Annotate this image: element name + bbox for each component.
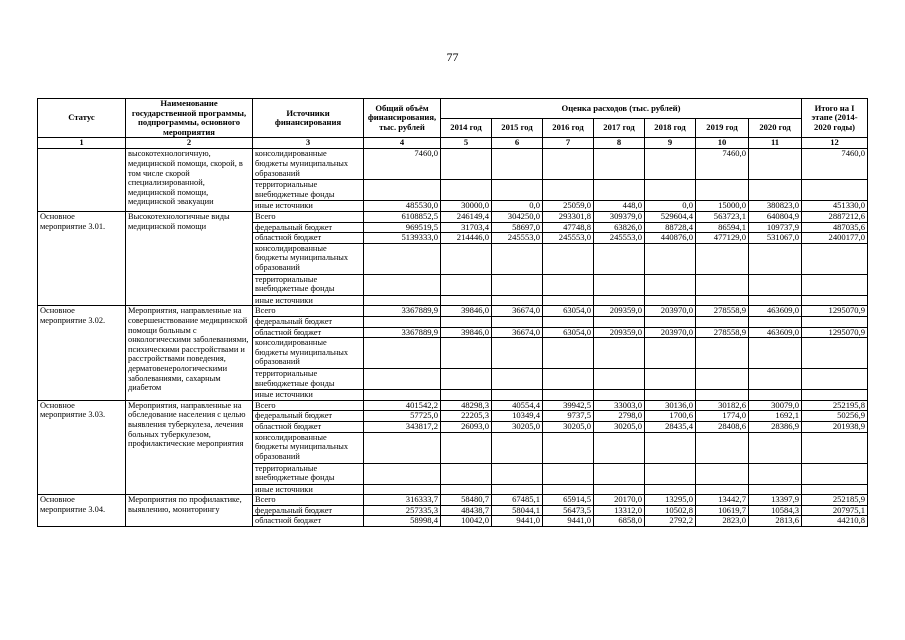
cell-year-value: 67485,1 <box>492 495 543 506</box>
cell-year-value: 1700,6 <box>645 411 696 422</box>
cell-year-value <box>492 295 543 306</box>
column-number: 3 <box>253 138 364 149</box>
cell-year-value: 640804,9 <box>749 211 802 222</box>
row-source: иные источники <box>253 390 364 401</box>
table-row <box>38 149 868 180</box>
cell-year-value: 40554,4 <box>492 400 543 411</box>
cell-total: 5139333,0 <box>364 233 441 244</box>
cell-year-value: 109737,9 <box>749 222 802 233</box>
row-source: Всего <box>253 495 364 506</box>
budget-table <box>37 98 868 527</box>
page-number: 77 <box>446 50 459 64</box>
cell-year-value: 28435,4 <box>645 421 696 432</box>
cell-year-value: 22205,3 <box>441 411 492 422</box>
row-status: Основное мероприятие 3.04. <box>38 495 126 527</box>
cell-stage-total: 1295070,9 <box>802 306 868 317</box>
cell-stage-total: 487035,6 <box>802 222 868 233</box>
cell-year-value <box>441 463 492 484</box>
cell-year-value: 36674,0 <box>492 306 543 317</box>
cell-stage-total <box>802 295 868 306</box>
row-source: областной бюджет <box>253 516 364 527</box>
cell-year-value: 28386,9 <box>749 421 802 432</box>
column-number-row <box>38 138 868 149</box>
cell-year-value <box>594 243 645 274</box>
cell-total: 6108852,5 <box>364 211 441 222</box>
cell-year-value: 58044,1 <box>492 505 543 516</box>
cell-year-value: 20170,0 <box>594 495 645 506</box>
cell-year-value <box>645 274 696 295</box>
cell-year-value <box>441 432 492 463</box>
cell-year-value <box>696 484 749 495</box>
cell-year-value: 47748,8 <box>543 222 594 233</box>
cell-year-value <box>594 432 645 463</box>
header-year: 2017 год <box>594 118 645 138</box>
cell-year-value: 13295,0 <box>645 495 696 506</box>
cell-year-value <box>594 390 645 401</box>
cell-year-value: 39942,5 <box>543 400 594 411</box>
cell-total <box>364 316 441 327</box>
row-source: консолидированные бюджеты муниципальных образований <box>253 243 364 274</box>
cell-year-value <box>492 243 543 274</box>
cell-total: 3367889,9 <box>364 327 441 338</box>
cell-year-value: 2798,0 <box>594 411 645 422</box>
cell-year-value: 209359,0 <box>594 327 645 338</box>
cell-year-value <box>645 463 696 484</box>
cell-total <box>364 432 441 463</box>
column-number: 12 <box>802 138 868 149</box>
cell-year-value <box>749 338 802 369</box>
cell-year-value <box>441 149 492 180</box>
cell-year-value: 1692,1 <box>749 411 802 422</box>
cell-year-value: 203970,0 <box>645 327 696 338</box>
cell-year-value <box>441 274 492 295</box>
cell-year-value <box>492 316 543 327</box>
cell-total <box>364 295 441 306</box>
cell-year-value <box>441 295 492 306</box>
column-number: 9 <box>645 138 696 149</box>
cell-year-value: 278558,9 <box>696 306 749 317</box>
cell-year-value: 39846,0 <box>441 306 492 317</box>
row-status: Основное мероприятие 3.02. <box>38 306 126 400</box>
cell-year-value <box>696 432 749 463</box>
row-source: территориальные внебюджетные фонды <box>253 463 364 484</box>
cell-total <box>364 390 441 401</box>
cell-year-value: 13442,7 <box>696 495 749 506</box>
row-name: Мероприятия по профилактике, выявлению, мониторингу <box>126 495 253 527</box>
column-number: 10 <box>696 138 749 149</box>
cell-year-value: 30205,0 <box>543 421 594 432</box>
cell-stage-total <box>802 432 868 463</box>
table-row <box>38 495 868 506</box>
cell-year-value: 65914,5 <box>543 495 594 506</box>
column-number: 5 <box>441 138 492 149</box>
cell-year-value <box>594 484 645 495</box>
cell-year-value <box>441 316 492 327</box>
cell-year-value <box>543 316 594 327</box>
row-source: консолидированные бюджеты муниципальных образований <box>253 432 364 463</box>
cell-stage-total: 2400177,0 <box>802 233 868 244</box>
cell-year-value: 214446,0 <box>441 233 492 244</box>
cell-year-value <box>645 432 696 463</box>
cell-total: 257335,3 <box>364 505 441 516</box>
cell-stage-total <box>802 316 868 327</box>
cell-year-value <box>543 463 594 484</box>
cell-year-value <box>492 338 543 369</box>
cell-year-value <box>492 463 543 484</box>
cell-stage-total: 44210,8 <box>802 516 868 527</box>
cell-total: 401542,2 <box>364 400 441 411</box>
cell-year-value: 9441,0 <box>492 516 543 527</box>
cell-year-value: 245553,0 <box>543 233 594 244</box>
cell-year-value: 48438,7 <box>441 505 492 516</box>
cell-year-value <box>492 390 543 401</box>
cell-total: 343817,2 <box>364 421 441 432</box>
header-status: Статус <box>38 99 126 138</box>
cell-year-value: 58697,0 <box>492 222 543 233</box>
cell-year-value: 245553,0 <box>594 233 645 244</box>
cell-total <box>364 369 441 390</box>
cell-year-value: 63054,0 <box>543 327 594 338</box>
cell-year-value: 56473,5 <box>543 505 594 516</box>
cell-year-value <box>492 484 543 495</box>
cell-year-value <box>696 274 749 295</box>
cell-total: 58998,4 <box>364 516 441 527</box>
cell-year-value: 10502,8 <box>645 505 696 516</box>
cell-stage-total <box>802 180 868 201</box>
cell-year-value <box>749 180 802 201</box>
cell-year-value <box>441 243 492 274</box>
cell-year-value <box>696 180 749 201</box>
cell-year-value <box>492 274 543 295</box>
cell-year-value <box>441 369 492 390</box>
cell-year-value <box>594 180 645 201</box>
cell-year-value <box>749 432 802 463</box>
cell-year-value <box>645 243 696 274</box>
cell-stage-total: 252185,9 <box>802 495 868 506</box>
column-number: 4 <box>364 138 441 149</box>
row-name: Высокотехнологичные виды медицинской помощи <box>126 211 253 305</box>
cell-year-value: 2823,0 <box>696 516 749 527</box>
header-year: 2019 год <box>696 118 749 138</box>
cell-year-value: 58480,7 <box>441 495 492 506</box>
cell-year-value <box>594 369 645 390</box>
column-number: 8 <box>594 138 645 149</box>
cell-year-value: 39846,0 <box>441 327 492 338</box>
cell-year-value: 33003,0 <box>594 400 645 411</box>
cell-year-value <box>543 180 594 201</box>
header-year: 2014 год <box>441 118 492 138</box>
cell-year-value <box>645 295 696 306</box>
cell-year-value <box>543 295 594 306</box>
row-source: территориальные внебюджетные фонды <box>253 369 364 390</box>
cell-total <box>364 484 441 495</box>
cell-year-value <box>492 369 543 390</box>
row-source: Всего <box>253 211 364 222</box>
cell-total: 485530,0 <box>364 201 441 212</box>
cell-year-value: 463609,0 <box>749 327 802 338</box>
header-year: 2018 год <box>645 118 696 138</box>
row-source: областной бюджет <box>253 421 364 432</box>
cell-year-value: 88728,4 <box>645 222 696 233</box>
cell-year-value: 10349,4 <box>492 411 543 422</box>
cell-year-value: 30205,0 <box>594 421 645 432</box>
header-year: 2016 год <box>543 118 594 138</box>
cell-year-value <box>645 484 696 495</box>
header-stage-total: Итого на I этапе (2014-2020 годы) <box>802 99 868 138</box>
cell-year-value: 36674,0 <box>492 327 543 338</box>
cell-year-value: 304250,0 <box>492 211 543 222</box>
cell-year-value <box>594 295 645 306</box>
cell-year-value <box>645 390 696 401</box>
cell-year-value <box>749 484 802 495</box>
cell-stage-total <box>802 338 868 369</box>
row-source: федеральный бюджет <box>253 222 364 233</box>
cell-year-value: 380823,0 <box>749 201 802 212</box>
row-source: федеральный бюджет <box>253 505 364 516</box>
cell-year-value: 9441,0 <box>543 516 594 527</box>
cell-year-value <box>749 369 802 390</box>
row-source: областной бюджет <box>253 327 364 338</box>
cell-year-value: 13312,0 <box>594 505 645 516</box>
row-source: Всего <box>253 306 364 317</box>
cell-year-value <box>594 149 645 180</box>
cell-year-value: 63826,0 <box>594 222 645 233</box>
cell-year-value: 529604,4 <box>645 211 696 222</box>
cell-year-value <box>749 463 802 484</box>
cell-year-value: 63054,0 <box>543 306 594 317</box>
cell-year-value: 2813,6 <box>749 516 802 527</box>
cell-year-value <box>749 149 802 180</box>
cell-year-value <box>645 369 696 390</box>
row-status <box>38 149 126 212</box>
cell-stage-total: 451330,0 <box>802 201 868 212</box>
cell-year-value <box>441 484 492 495</box>
row-name: Мероприятия, направленные на обследование населения с целью выявления туберкулеза, лечения больных туберкулезом, профилактические мероприятия <box>126 400 253 494</box>
cell-stage-total: 50256,9 <box>802 411 868 422</box>
cell-stage-total: 7460,0 <box>802 149 868 180</box>
cell-total <box>364 463 441 484</box>
cell-year-value: 0,0 <box>645 201 696 212</box>
cell-stage-total <box>802 484 868 495</box>
cell-year-value: 293301,8 <box>543 211 594 222</box>
cell-year-value: 86594,1 <box>696 222 749 233</box>
cell-year-value: 26093,0 <box>441 421 492 432</box>
row-source: иные источники <box>253 295 364 306</box>
cell-year-value <box>594 338 645 369</box>
cell-year-value <box>749 316 802 327</box>
cell-year-value <box>441 180 492 201</box>
cell-year-value <box>594 274 645 295</box>
row-source: консолидированные бюджеты муниципальных образований <box>253 338 364 369</box>
cell-year-value <box>645 316 696 327</box>
cell-stage-total <box>802 369 868 390</box>
cell-stage-total <box>802 390 868 401</box>
cell-total: 316333,7 <box>364 495 441 506</box>
cell-year-value <box>543 338 594 369</box>
cell-year-value: 30136,0 <box>645 400 696 411</box>
cell-year-value <box>543 390 594 401</box>
cell-year-value: 1774,0 <box>696 411 749 422</box>
cell-year-value: 246149,4 <box>441 211 492 222</box>
cell-year-value <box>492 180 543 201</box>
row-source: территориальные внебюджетные фонды <box>253 180 364 201</box>
cell-year-value <box>749 274 802 295</box>
cell-year-value: 10042,0 <box>441 516 492 527</box>
column-number: 6 <box>492 138 543 149</box>
cell-year-value: 531067,0 <box>749 233 802 244</box>
cell-year-value: 30079,0 <box>749 400 802 411</box>
row-source: Всего <box>253 400 364 411</box>
cell-year-value <box>696 390 749 401</box>
cell-year-value: 448,0 <box>594 201 645 212</box>
header-estimate: Оценка расходов (тыс. рублей) <box>441 99 802 119</box>
cell-year-value: 2792,2 <box>645 516 696 527</box>
cell-stage-total <box>802 463 868 484</box>
cell-year-value: 7460,0 <box>696 149 749 180</box>
cell-total: 57725,0 <box>364 411 441 422</box>
cell-year-value <box>441 338 492 369</box>
cell-year-value <box>594 316 645 327</box>
cell-year-value <box>696 243 749 274</box>
cell-total <box>364 338 441 369</box>
cell-stage-total: 252195,8 <box>802 400 868 411</box>
header-sources: Источники финансирования <box>253 99 364 138</box>
cell-year-value <box>543 243 594 274</box>
cell-year-value: 15000,0 <box>696 201 749 212</box>
cell-year-value: 28408,6 <box>696 421 749 432</box>
table-row <box>38 211 868 222</box>
cell-stage-total <box>802 243 868 274</box>
cell-stage-total: 207975,1 <box>802 505 868 516</box>
cell-total <box>364 180 441 201</box>
cell-year-value: 13397,9 <box>749 495 802 506</box>
cell-year-value <box>749 243 802 274</box>
cell-total: 969519,5 <box>364 222 441 233</box>
cell-year-value <box>543 274 594 295</box>
cell-year-value: 9737,5 <box>543 411 594 422</box>
table-row <box>38 306 868 317</box>
cell-stage-total: 1295070,9 <box>802 327 868 338</box>
cell-year-value <box>696 338 749 369</box>
cell-year-value <box>543 149 594 180</box>
cell-year-value: 31703,4 <box>441 222 492 233</box>
cell-year-value <box>543 484 594 495</box>
column-number: 1 <box>38 138 126 149</box>
cell-year-value <box>749 295 802 306</box>
cell-total: 7460,0 <box>364 149 441 180</box>
row-source: иные источники <box>253 201 364 212</box>
cell-stage-total <box>802 274 868 295</box>
cell-year-value: 563723,1 <box>696 211 749 222</box>
cell-year-value <box>645 338 696 369</box>
cell-year-value: 209359,0 <box>594 306 645 317</box>
cell-stage-total: 2887212,6 <box>802 211 868 222</box>
column-number: 2 <box>126 138 253 149</box>
cell-year-value: 30182,6 <box>696 400 749 411</box>
row-source: консолидированные бюджеты муниципальных образований <box>253 149 364 180</box>
cell-year-value: 245553,0 <box>492 233 543 244</box>
cell-year-value <box>441 390 492 401</box>
cell-stage-total: 201938,9 <box>802 421 868 432</box>
cell-year-value <box>696 295 749 306</box>
table-row <box>38 400 868 411</box>
cell-year-value <box>543 369 594 390</box>
row-name: Мероприятия, направленные на совершенствование медицинской помощи больным с онкологическими заболеваниями, психическими расстройствами и расстройствами поведения, дерматовенерологическими заболеваниями, сахарным диабетом <box>126 306 253 400</box>
row-source: иные источники <box>253 484 364 495</box>
cell-year-value: 440876,0 <box>645 233 696 244</box>
cell-year-value <box>749 390 802 401</box>
row-status: Основное мероприятие 3.03. <box>38 400 126 494</box>
cell-total <box>364 243 441 274</box>
column-number: 11 <box>749 138 802 149</box>
cell-year-value: 203970,0 <box>645 306 696 317</box>
cell-year-value: 6858,0 <box>594 516 645 527</box>
column-number: 7 <box>543 138 594 149</box>
cell-year-value <box>645 180 696 201</box>
header-year: 2020 год <box>749 118 802 138</box>
row-source: территориальные внебюджетные фонды <box>253 274 364 295</box>
cell-year-value <box>696 316 749 327</box>
table-body <box>38 149 868 527</box>
cell-year-value: 463609,0 <box>749 306 802 317</box>
row-name: высокотехнологичную, медицинской помощи, скорой, в том числе скорой специализированной, медицинской помощи, медицинской эвакуации <box>126 149 253 212</box>
cell-year-value: 477129,0 <box>696 233 749 244</box>
cell-year-value <box>594 463 645 484</box>
cell-year-value: 0,0 <box>492 201 543 212</box>
cell-year-value: 48298,3 <box>441 400 492 411</box>
cell-year-value: 309379,0 <box>594 211 645 222</box>
header-year: 2015 год <box>492 118 543 138</box>
row-source: федеральный бюджет <box>253 316 364 327</box>
cell-year-value <box>696 463 749 484</box>
row-status: Основное мероприятие 3.01. <box>38 211 126 305</box>
cell-year-value <box>492 149 543 180</box>
cell-year-value: 10619,7 <box>696 505 749 516</box>
cell-year-value: 10584,3 <box>749 505 802 516</box>
cell-total <box>364 274 441 295</box>
cell-year-value <box>645 149 696 180</box>
cell-year-value: 30000,0 <box>441 201 492 212</box>
cell-total: 3367889,9 <box>364 306 441 317</box>
cell-year-value <box>492 432 543 463</box>
row-source: областной бюджет <box>253 233 364 244</box>
header-total: Общий объём финансирования, тыс. рублей <box>364 99 441 138</box>
cell-year-value <box>696 369 749 390</box>
header-row <box>38 99 868 119</box>
cell-year-value <box>543 432 594 463</box>
row-source: федеральный бюджет <box>253 411 364 422</box>
cell-year-value: 25059,0 <box>543 201 594 212</box>
cell-year-value: 278558,9 <box>696 327 749 338</box>
header-name: Наименование государственной программы, подпрограммы, основного мероприятия <box>126 99 253 138</box>
cell-year-value: 30205,0 <box>492 421 543 432</box>
